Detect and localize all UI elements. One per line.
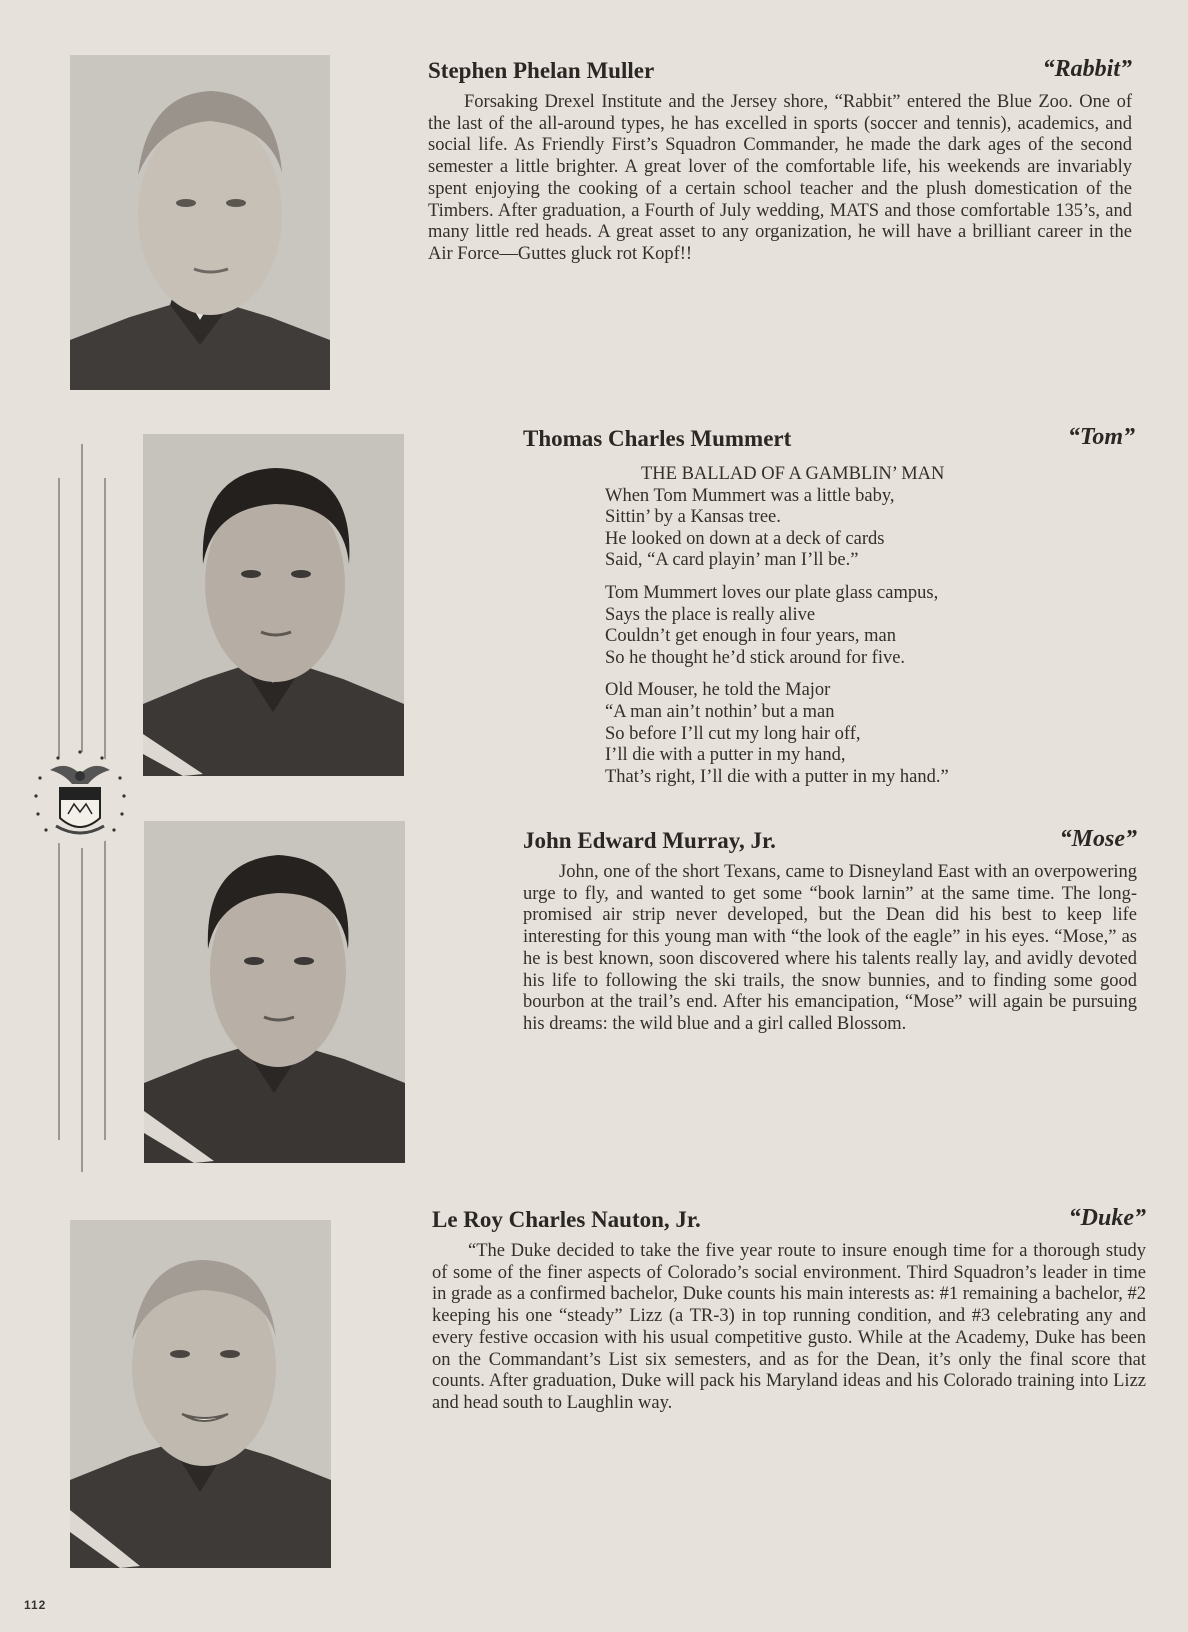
- poem-line: When Tom Mummert was a little baby,: [605, 485, 895, 506]
- poem-line: So he thought he’d stick around for five.: [605, 647, 906, 668]
- cadet-nickname: “Tom”: [1067, 424, 1135, 450]
- poem-stanza: [605, 680, 1135, 788]
- entry-murray: [523, 828, 1137, 1036]
- biography-text: Forsaking Drexel Institute and the Jersey shore, “Rabbit” entered the Blue Zoo. One of the last of the all-around types, he has excelled in sports (soccer and tennis), academics, and social life. As Friendly First’s Squadron Commander, he made the dark ages of the second semester a little brighter. A great lover of the comfortable life, his weekends are invariably spent enjoying the cooking of a certain school teacher and the plush domestication of the Timbers. After graduation, a Fourth of July wedding, MATS and those comfortable 135’s, and many little red heads. A great asset to any organization, he will have a brilliant career in the Air Force—Guttes gluck rot Kopf!!: [428, 92, 1132, 264]
- entry-header: [523, 426, 1135, 460]
- entry-header: [428, 58, 1132, 92]
- poem-line: Sittin’ by a Kansas tree.: [605, 507, 781, 528]
- poem-line: Old Mouser, he told the Major: [605, 680, 831, 701]
- cadet-name: Thomas Charles Mummert: [523, 426, 792, 451]
- entry-nauton: [432, 1207, 1146, 1415]
- poem-line: So before I’ll cut my long hair off,: [605, 723, 861, 744]
- poem-line: That’s right, I’ll die with a putter in my hand.”: [605, 766, 949, 787]
- poem-line: “A man ain’t nothin’ but a man: [605, 701, 835, 722]
- entry-header: [523, 828, 1137, 862]
- entry-mummert: [523, 426, 1135, 799]
- portrait-mummert: [143, 434, 404, 776]
- cadet-name: Le Roy Charles Nauton, Jr.: [432, 1207, 701, 1232]
- poem-line: Tom Mummert loves our plate glass campus,: [605, 582, 939, 603]
- poem-title: THE BALLAD OF A GAMBLIN’ MAN: [641, 464, 945, 484]
- portrait-nauton: [70, 1220, 331, 1568]
- cadet-nickname: “Mose”: [1059, 826, 1137, 852]
- poem-stanza: [605, 486, 1135, 572]
- biography-text: John, one of the short Texans, came to Disneyland East with an overpowering urge to fly, and wanted to get some “book larnin” at the same time. The long-promised air strip never developed, but the Dean did his best to keep life interesting for this young man with “the look of the eagle” in his eyes. “Mose,” as he is best known, soon discovered where his talents really lay, and avidly devoted his life to following the ski trails, the snow bunnies, and to finding some good bourbon at the trail’s end. After his emancipation, “Mose” will again be pursuing his dreams: the wild blue and a girl called Blossom.: [523, 862, 1137, 1034]
- portrait-muller: [70, 55, 330, 390]
- entry-muller: [428, 58, 1132, 266]
- poem-stanza: [605, 583, 1135, 669]
- poem-line: I’ll die with a putter in my hand,: [605, 745, 846, 766]
- portrait-murray: [144, 821, 405, 1163]
- entry-header: [432, 1207, 1146, 1241]
- cadet-name: John Edward Murray, Jr.: [523, 828, 776, 853]
- poem-line: Said, “A card playin’ man I’ll be.”: [605, 550, 859, 571]
- biography-text: “The Duke decided to take the five year route to insure enough time for a thorough study of some of the finer aspects of Colorado’s social environment. Third Squadron’s leader in time in grade as a confirmed bachelor, Duke counts his main interests as: #1 remaining a bachelor, #2 keeping his one “steady” Lizz (a TR-3) in top running condition, and #3 celebrating any and every festive occasion with his usual competitive gusto. While at the Academy, Duke has been on the Commandant’s List six semesters, and as for the Dean, it’s only the final score that counts. After graduation, Duke will pack his Maryland ideas and his Colorado training into Lizz and head south to Laughlin way.: [432, 1241, 1146, 1413]
- poem-line: Couldn’t get enough in four years, man: [605, 626, 896, 647]
- poem-line: He looked on down at a deck of cards: [605, 528, 885, 549]
- academy-crest-icon: [28, 748, 132, 852]
- cadet-name: Stephen Phelan Muller: [428, 58, 655, 83]
- page-number: 112: [24, 1598, 47, 1612]
- poem-line: Says the place is really alive: [605, 604, 816, 625]
- cadet-nickname: “Rabbit”: [1042, 56, 1132, 82]
- ballad-poem: [523, 464, 1135, 788]
- cadet-nickname: “Duke”: [1068, 1205, 1146, 1231]
